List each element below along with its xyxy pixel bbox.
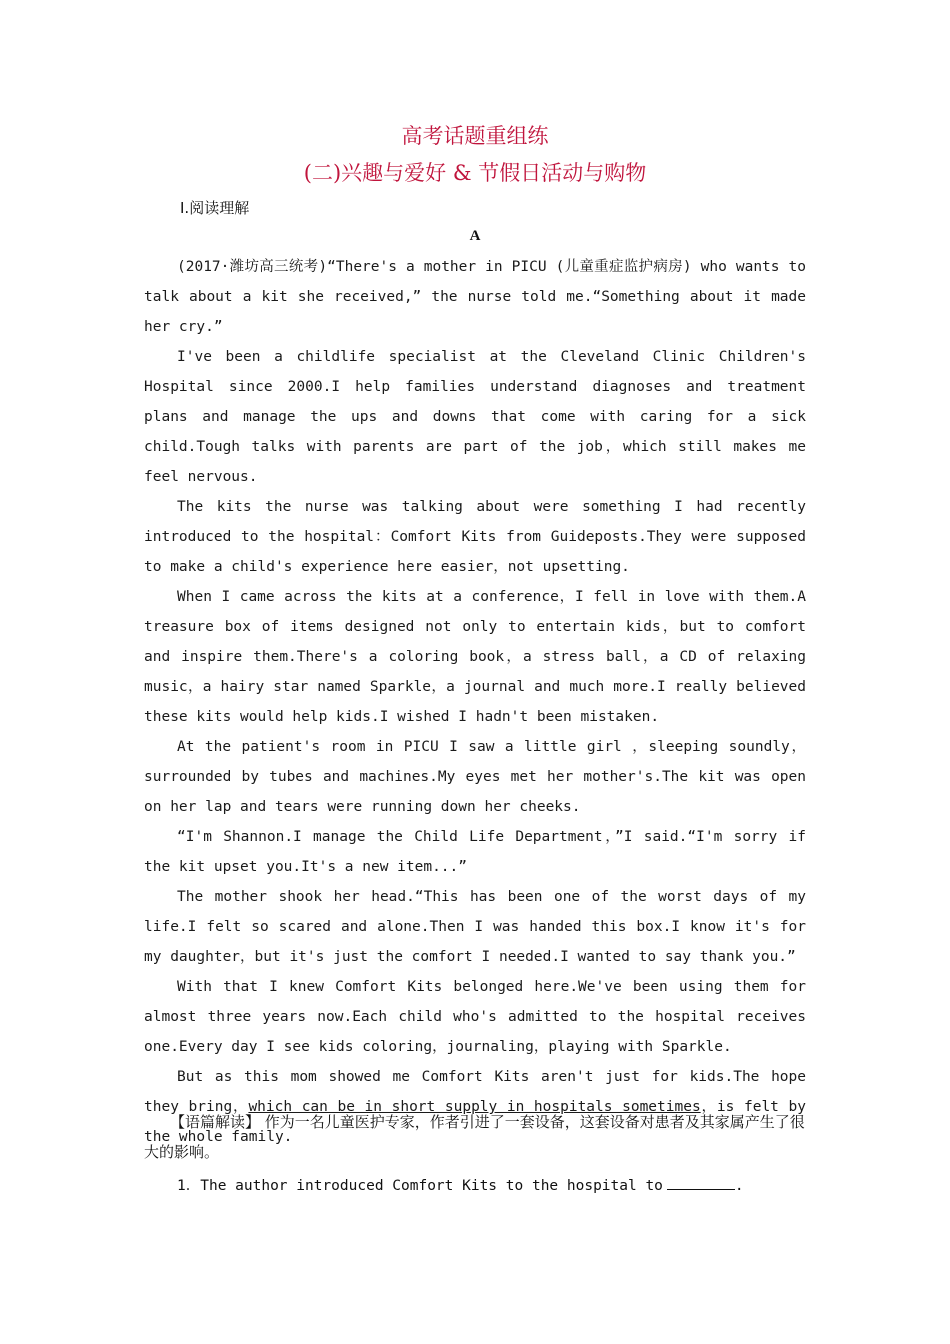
paragraph: When I came across the kits at a conference，I fell in love with them.A treasure box of items designed not only to entertain kids，but to comfort and inspire them.There's a coloring book，a stress ball，a CD of relaxing music，a hairy star named Sparkle，a journal and much more.I really believed these kits would help kids.I wished I hadn't been mistaken. (144, 589, 806, 725)
passage-body (144, 252, 806, 1152)
underlined-phrase: which can be in short supply in hospitals sometimes (248, 1099, 701, 1115)
section-label: Ⅰ.阅读理解 (180, 199, 250, 217)
page-title: 高考话题重组练 (401, 124, 549, 148)
question-1 (177, 1171, 817, 1201)
paragraph: The kits the nurse was talking about were something I had recently introduced to the hospital：Comfort Kits from Guideposts.They were supposed to make a child's experience here easier，not upsetting. (144, 499, 806, 575)
paragraph-text: But as this mom showed me Comfort Kits aren't just for kids.The hope they bring， (144, 1069, 806, 1115)
passage-label: A (469, 228, 481, 244)
page-subtitle: (二)兴趣与爱好 & 节假日活动与购物 (303, 161, 647, 185)
passage-analysis (144, 1107, 806, 1167)
paragraph: I've been a childlife specialist at the Cleveland Clinic Children's Hospital since 2000.I help families understand diagnoses and treatment plans and manage the ups and downs that come with caring for a sick child.Tough talks with parents are part of the job，which still makes me feel nervous. (144, 349, 806, 485)
analysis-label: 【语篇解读】 (170, 1113, 261, 1131)
paragraph-text: ，is felt by the whole family. (144, 1099, 806, 1145)
paragraph: The mother shook her head.“This has been one of the worst days of my life.I felt so scared and alone.Then I was handed this box.I know it's for my daughter，but it's just the comfort I needed.I wanted to say thank you.” (144, 889, 806, 965)
answer-blank[interactable] (667, 1175, 735, 1190)
paragraph: “I'm Shannon.I manage the Child Life Department，”I said.“I'm sorry if the kit upset you.It's a new item...” (144, 829, 806, 875)
question-end: . (734, 1178, 744, 1194)
paragraph: (2017·潍坊高三统考)“There's a mother in PICU (儿童重症监护病房) who wants to talk about a kit she received,” the nurse told me.“Something about it made her cry.” (144, 259, 806, 335)
analysis-text: 作为一名儿童医护专家，作者引进了一套设备，这套设备对患者及其家属产生了很大的影响。 (144, 1113, 805, 1161)
paragraph: At the patient's room in PICU I saw a little girl ，sleeping soundly，surrounded by tubes and machines.My eyes met her mother's.The kit was open on her lap and tears were running down her cheeks. (144, 739, 806, 815)
question-text: 1．The author introduced Comfort Kits to the hospital to (177, 1178, 663, 1194)
paragraph: With that I knew Comfort Kits belonged here.We've been using them for almost three years now.Each child who's admitted to the hospital receives one.Every day I see kids coloring，journaling，playing with Sparkle. (144, 979, 806, 1055)
